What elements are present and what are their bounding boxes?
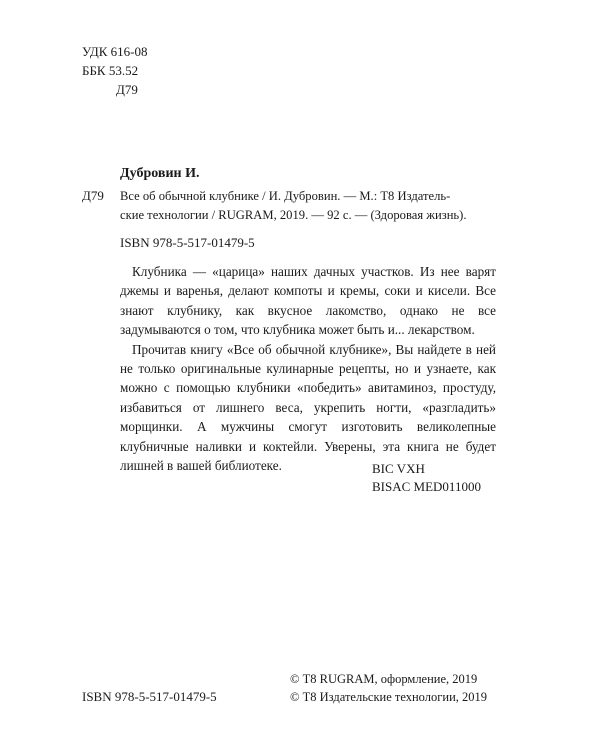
annotation-paragraph-1: Клубника — «царица» наших дачных участков. Из нее варят джемы и варенья, делают компоты и кремы, соки и кисели. Все знают клубнику, как вкусное лакомство, однако не все задумываются о том, что клубника может быть и... лекарством. (120, 264, 496, 338)
udk-code: УДК 616-08 (82, 44, 148, 59)
bic-code: BIC VXH (372, 461, 425, 476)
bisac-code: BISAC MED011000 (372, 479, 481, 494)
footer-isbn: ISBN 978-5-517-01479-5 (82, 689, 217, 704)
copyright-design: © Т8 RUGRAM, оформление, 2019 (290, 672, 478, 686)
annotation (120, 262, 496, 475)
title-line-1: Все об обычной клубнике / И. Дубровин. — М.: Т8 Издатель- (120, 189, 451, 203)
copyright-publisher: © Т8 Издательские технологии, 2019 (290, 690, 488, 704)
annotation-paragraph-2: Прочитав книгу «Все об обычной клубнике», Вы найдете в ней не только оригинальные кулинарные рецепты, но и узнаете, как можно с помощью клубники «победить» авитаминоз, простуду, избавиться от лишнего веса, укрепить ногти, «разгладить» морщинки. А мужчины смогут изготовить великолепные клубничные наливки и коктейли. Уверены, эта книга не будет лишней в вашей библиотеке. (120, 341, 496, 474)
author-name: Дубровин И. (120, 166, 200, 181)
bbk-code: ББК 53.52 (82, 63, 139, 78)
entry-author-mark: Д79 (82, 188, 104, 203)
title-line-2: ские технологии / RUGRAM, 2019. — 92 с. — (Здоровая жизнь). (120, 208, 467, 222)
author-mark-code: Д79 (116, 82, 138, 97)
isbn-number: ISBN 978-5-517-01479-5 (120, 235, 255, 250)
